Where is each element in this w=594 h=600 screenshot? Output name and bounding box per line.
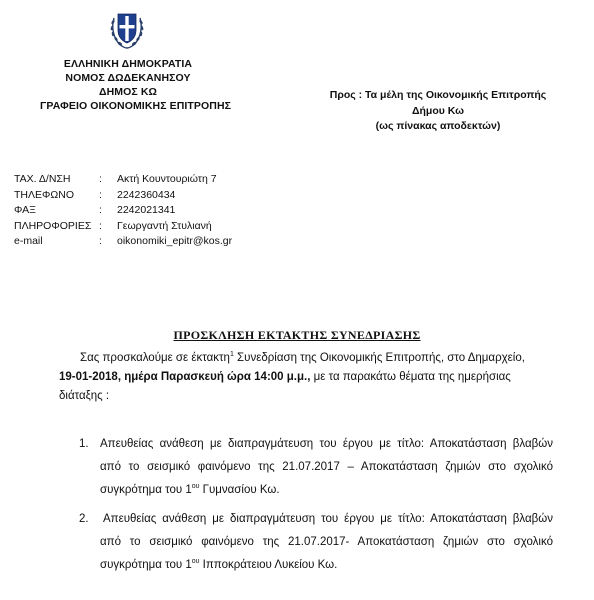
invitation-text-end: Συνεδρίαση της Οικονομικής Επιτροπής, στο Δημαρχείο, [233, 352, 525, 364]
agenda-item-2-number: 2. [79, 513, 89, 525]
contact-colon: : [99, 219, 102, 232]
contact-value: Ακτή Κουντουριώτη 7 [117, 173, 217, 185]
contact-colon: : [99, 173, 102, 185]
agenda-item-2-line-3-end: Ιπποκράτειου Λυκείου Κω. [199, 559, 338, 571]
recipient-line-2: Δήμου Κω [411, 104, 465, 117]
invitation-line-2 [59, 371, 511, 383]
document-title-text: ΠΡΟΣΚΛΗΣΗ ΕΚΤΑΚΤΗΣ ΣΥΝΕΔΡΙΑΣΗΣ [173, 328, 421, 342]
municipality-name: ΔΗΜΟΣ ΚΩ [98, 86, 158, 98]
ordinal-suffix: ου [191, 483, 200, 491]
contact-label: e-mail [14, 235, 43, 248]
contact-label: ΠΛΗΡΟΦΟΡΙΕΣ [14, 219, 92, 232]
contact-value: Γεωργαντή Στυλιανή [117, 219, 212, 232]
ordinal-suffix: ου [191, 558, 200, 566]
invitation-agenda-label: διάταξης : [59, 390, 110, 402]
contact-label: ΤΑΧ. Δ/ΝΣΗ [14, 173, 71, 185]
contact-colon: : [99, 235, 102, 248]
contact-value: 2242021341 [117, 204, 176, 217]
issuer-header [40, 57, 232, 113]
contact-label: ΤΗΛΕΦΩΝΟ [14, 188, 74, 201]
contact-label: ΦΑΞ [14, 204, 36, 217]
agenda-item-1-line-3-start: συγκρότημα του 1 [100, 484, 192, 496]
recipient-line-1: Προς : Τα μέλη της Οικονομικής Επιτροπής [329, 89, 547, 101]
contact-colon: : [99, 204, 102, 217]
contact-value: 2242360434 [117, 188, 176, 201]
agenda-item-1-line-3-end: Γυμνασίου Κω. [199, 484, 280, 496]
agenda-item-1-number: 1. [79, 438, 89, 450]
invitation-line-3 [59, 390, 109, 402]
agenda-item-1-line-1: Απευθείας ανάθεση με διαπραγμάτευση του έργου με τίτλο: Αποκατάσταση βλαβών [100, 438, 553, 450]
agenda-item-2-line-3-start: συγκρότημα του 1 [100, 559, 192, 571]
contact-value: oikonomiki_epitr@kos.gr [117, 235, 233, 248]
document-title [0, 328, 594, 343]
agenda-item-2-line-1: Απευθείας ανάθεση με διαπραγμάτευση του έργου με τίτλο: Αποκατάσταση βλαβών [103, 513, 553, 525]
footnote-marker: 1 [229, 351, 234, 359]
prefecture-name: ΝΟΜΟΣ ΔΩΔΕΚΑΝΗΣΟΥ [65, 72, 191, 84]
invitation-agenda-intro: με τα παρακάτω θέματα της ημερήσιας [310, 371, 511, 383]
contact-colon: : [99, 188, 102, 201]
agenda-item-1-line-3 [100, 484, 280, 496]
invitation-text-start: Σας προσκαλούμε σε έκτακτη [80, 352, 230, 364]
invitation-line-1 [80, 352, 525, 364]
meeting-date-time: 19-01-2018, ημέρα Παρασκευή ώρα 14:00 μ.μ., [59, 371, 311, 383]
agenda-item-2-line-2: από το σεισμικό φαινόμενο της 21.07.2017- Αποκατάσταση ζημιών στο σχολικό [100, 536, 553, 548]
coat-of-arms-icon [107, 6, 147, 52]
office-name: ΓΡΑΦΕΙΟ ΟΙΚΟΝΟΜΙΚΗΣ ΕΠΙΤΡΟΠΗΣ [40, 100, 232, 112]
agenda-item-2-line-3 [100, 559, 337, 571]
agenda-item-1-line-2: από το σεισμικό φαινόμενο της 21.07.2017 – Αποκατάσταση ζημιών στο σχολικό [100, 461, 553, 473]
recipient-block [320, 88, 556, 135]
country-name: ΕΛΛΗΝΙΚΗ ΔΗΜΟΚΡΑΤΙΑ [63, 58, 193, 70]
recipient-line-3: (ως πίνακας αποδεκτών) [375, 120, 501, 132]
